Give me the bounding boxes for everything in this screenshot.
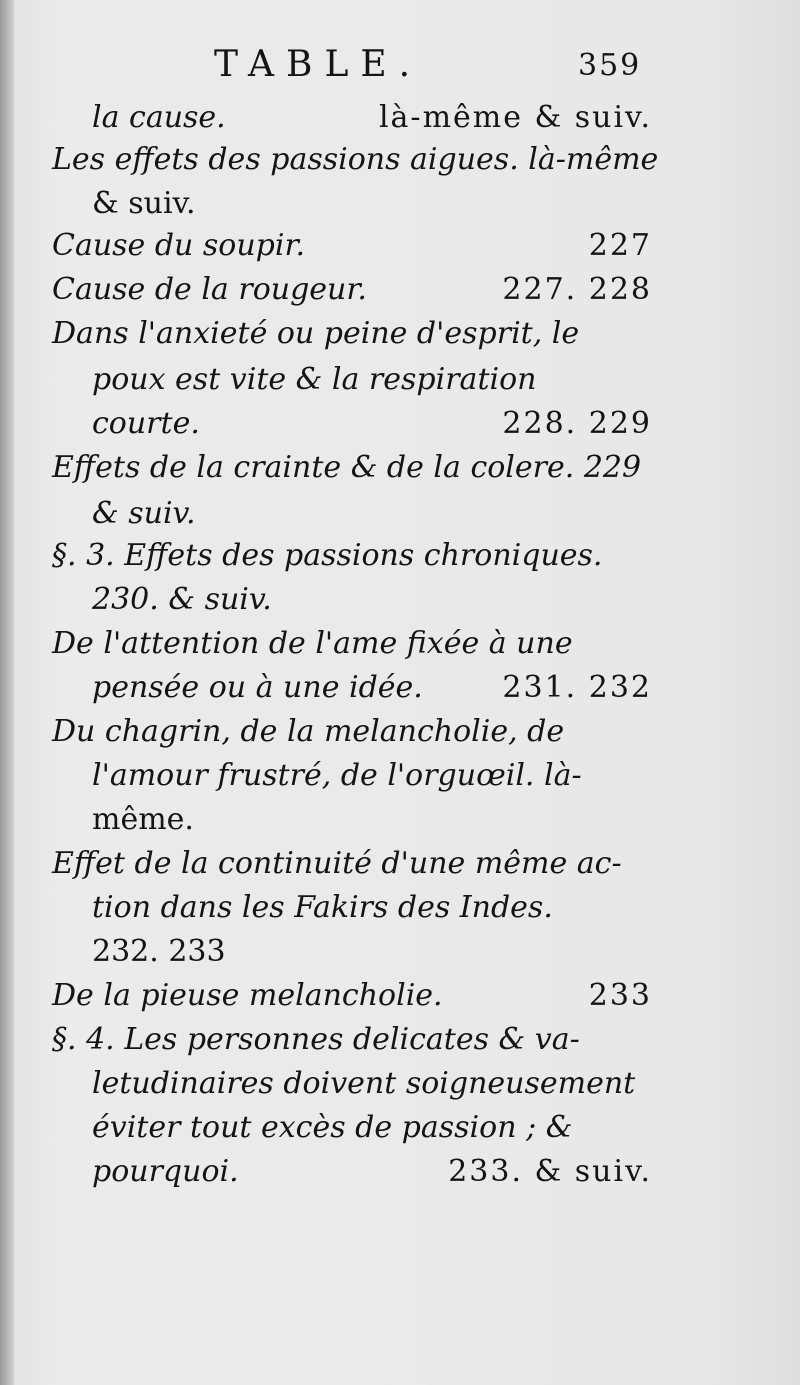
page-title: TABLE. [214, 44, 423, 85]
entry-text: éviter tout excès de passion ; & [92, 1110, 573, 1145]
entry-text: même. [92, 802, 194, 837]
entry-text: 232. 233 [92, 934, 226, 969]
entry-text: pourquoi. [92, 1154, 239, 1189]
entry-text: poux est vite & la respiration [92, 362, 537, 397]
entry-text: la cause. [92, 100, 226, 135]
entry-text: Du chagrin, de la melancholie, de [52, 714, 565, 749]
index-entry [52, 222, 652, 270]
index-entry [52, 310, 652, 358]
entry-page-ref: là-même & suiv. [378, 100, 652, 135]
page-header [0, 44, 800, 94]
index-entry [52, 840, 652, 888]
entry-text: tion dans les Fakirs des Indes. [92, 890, 553, 925]
entry-text: 230. & suiv. [92, 582, 272, 617]
entry-text: Cause du soupir. [52, 228, 306, 263]
index-entry [92, 928, 652, 976]
entry-text: Les effets des passions aigues. là-même [52, 142, 659, 177]
index-entry [52, 620, 652, 668]
index-entry [52, 708, 652, 756]
index-entry [92, 1060, 652, 1108]
entry-text: courte. [92, 406, 200, 441]
index-entry [92, 94, 652, 142]
index-entry [92, 490, 652, 538]
entry-text: De la pieuse melancholie. [52, 978, 443, 1013]
index-entry [92, 884, 652, 932]
index-entry [52, 266, 652, 314]
index-entry [52, 972, 652, 1020]
entry-page-ref: 233 [588, 978, 652, 1013]
index-entry [92, 664, 652, 712]
entry-page-ref: 228. 229 [502, 406, 652, 441]
index-entry [92, 576, 652, 624]
index-entry [52, 444, 652, 492]
entry-text: De l'attention de l'ame fixée à une [52, 626, 573, 661]
entry-page-ref: 231. 232 [502, 670, 652, 705]
entry-text: pensée ou à une idée. [92, 670, 423, 705]
index-entry [52, 136, 659, 184]
entry-page-ref: 227 [588, 228, 652, 263]
entry-text: letudinaires doivent soigneusement [92, 1066, 636, 1101]
index-entry [52, 532, 652, 580]
entry-text: Effet de la continuité d'une même ac- [52, 846, 622, 881]
entry-text: Dans l'anxieté ou peine d'esprit, le [52, 316, 580, 351]
index-entry [92, 752, 652, 800]
entry-text: l'amour frustré, de l'orguœil. là- [92, 758, 582, 793]
page-number: 359 [578, 48, 642, 83]
entry-text: Effets de la crainte & de la colere. 229 [52, 450, 642, 485]
entry-text: §. 3. Effets des passions chroniques. [52, 538, 603, 573]
entry-text: & suiv. [92, 496, 196, 531]
index-entry [92, 1104, 652, 1152]
index-entry [92, 356, 652, 404]
index-entry [92, 180, 652, 228]
entry-text: §. 4. Les personnes delicates & va- [52, 1022, 580, 1057]
entry-page-ref: 233. & suiv. [448, 1154, 652, 1189]
entry-text: Cause de la rougeur. [52, 272, 367, 307]
index-entry [92, 400, 652, 448]
entry-text: & suiv. [92, 186, 196, 221]
index-entry [92, 796, 652, 844]
page-gutter [0, 0, 14, 1385]
entry-page-ref: 227. 228 [502, 272, 652, 307]
index-entry [92, 1148, 652, 1196]
index-entry [52, 1016, 652, 1064]
